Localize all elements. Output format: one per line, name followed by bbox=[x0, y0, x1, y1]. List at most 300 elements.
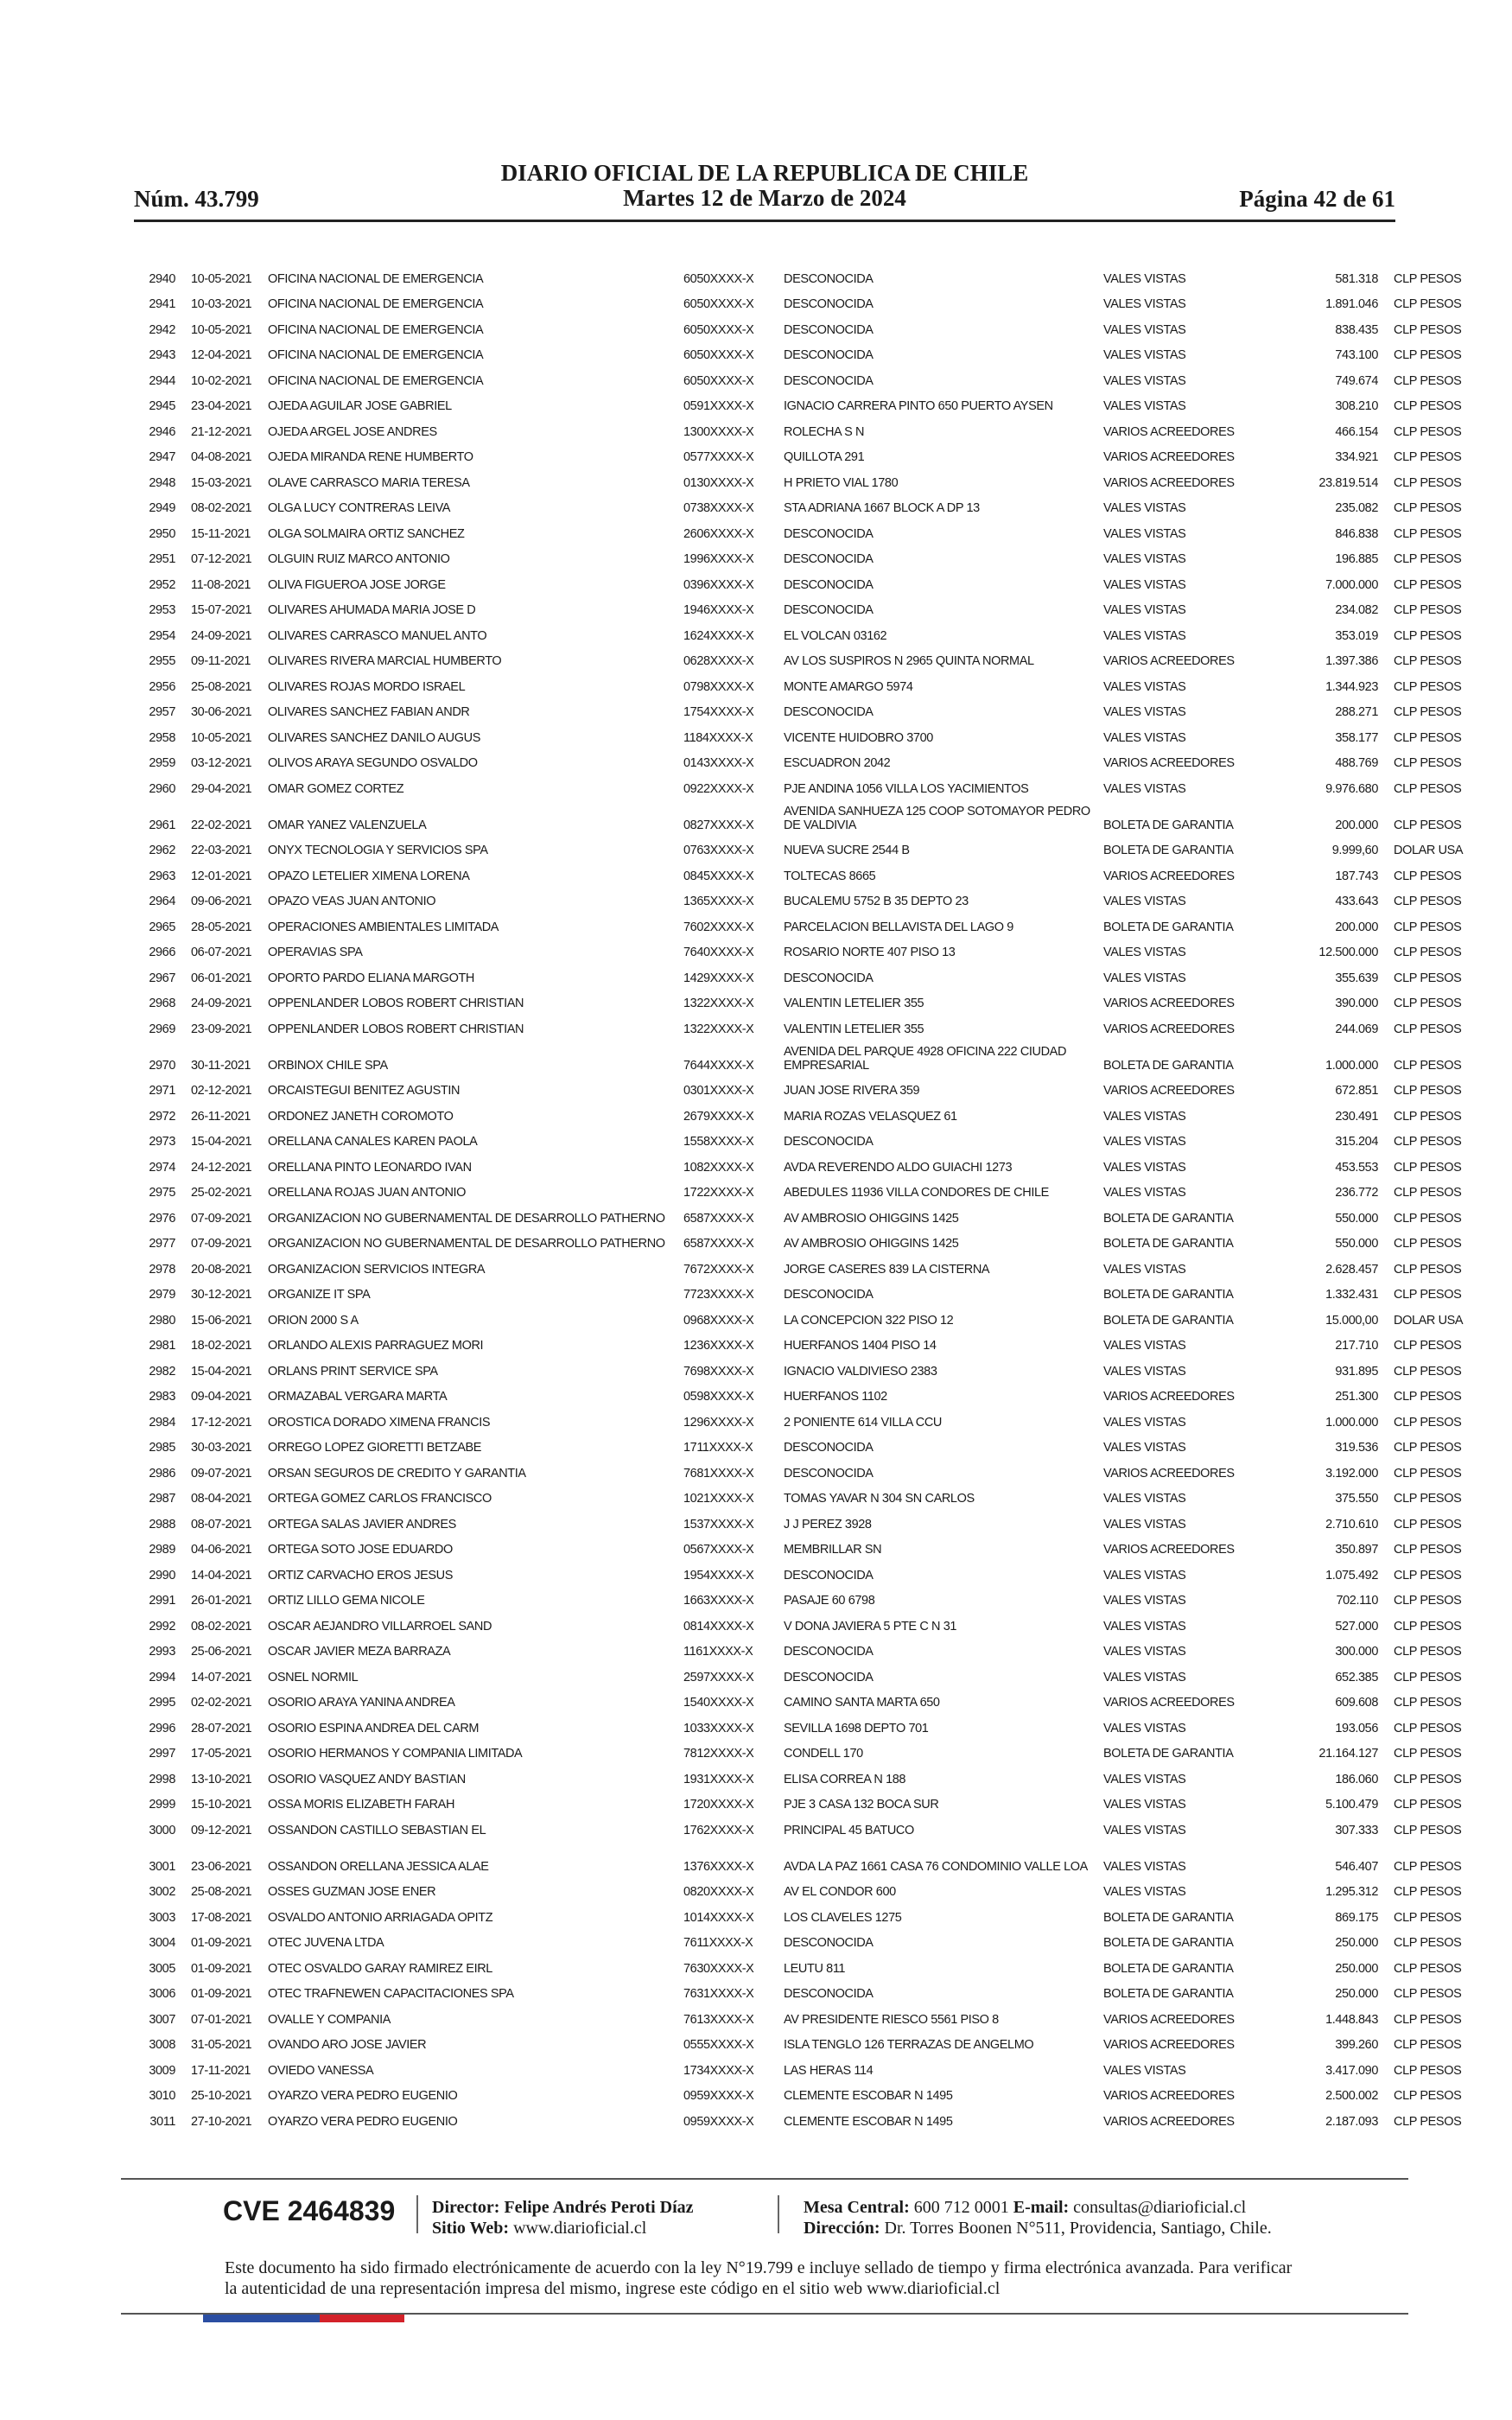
table-row bbox=[134, 1930, 1462, 1956]
record-currency: CLP PESOS bbox=[1394, 1594, 1462, 1608]
record-address: AV EL CONDOR 600 bbox=[784, 1885, 896, 1899]
record-address: ELISA CORREA N 188 bbox=[784, 1772, 906, 1786]
record-number: 2949 bbox=[149, 501, 175, 515]
record-currency: CLP PESOS bbox=[1394, 1058, 1462, 1073]
record-rut: 0959XXXX-X bbox=[683, 2089, 754, 2103]
record-address: JORGE CASERES 839 LA CISTERNA bbox=[784, 1262, 990, 1277]
record-rut: 1762XXXX-X bbox=[683, 1823, 754, 1837]
record-number: 2991 bbox=[149, 1594, 175, 1608]
record-type: BOLETA DE GARANTIA bbox=[1103, 1987, 1234, 2001]
record-amount: 1.075.492 bbox=[1325, 1568, 1378, 1583]
record-address: V DONA JAVIERA 5 PTE C N 31 bbox=[784, 1619, 957, 1634]
record-name: OMAR YANEZ VALENZUELA bbox=[268, 818, 427, 832]
table-row bbox=[134, 1741, 1462, 1767]
record-number: 2988 bbox=[149, 1517, 175, 1532]
record-amount: 609.608 bbox=[1335, 1696, 1378, 1710]
record-number: 3009 bbox=[149, 2063, 175, 2078]
record-type: VALES VISTAS bbox=[1103, 1798, 1186, 1812]
table-row bbox=[134, 1664, 1462, 1690]
director-label: Director: bbox=[432, 2198, 500, 2217]
record-name: OSORIO HERMANOS Y COMPANIA LIMITADA bbox=[268, 1747, 523, 1761]
record-currency: CLP PESOS bbox=[1394, 1859, 1462, 1874]
table-row bbox=[134, 1041, 1462, 1078]
record-type: VALES VISTAS bbox=[1103, 1517, 1186, 1532]
record-name: OLIVOS ARAYA SEGUNDO OSVALDO bbox=[268, 756, 478, 770]
record-rut: 1376XXXX-X bbox=[683, 1859, 754, 1874]
record-amount: 250.000 bbox=[1335, 1961, 1378, 1976]
record-address: ABEDULES 11936 VILLA CONDORES DE CHILE bbox=[784, 1186, 1049, 1200]
record-type: VARIOS ACREEDORES bbox=[1103, 997, 1235, 1010]
record-type: BOLETA DE GARANTIA bbox=[1103, 1910, 1234, 1925]
record-number: 3003 bbox=[149, 1910, 175, 1925]
record-number: 2985 bbox=[149, 1441, 175, 1455]
table-row bbox=[134, 571, 1462, 597]
record-type: VARIOS ACREEDORES bbox=[1103, 424, 1235, 439]
record-currency: CLP PESOS bbox=[1394, 1237, 1462, 1251]
record-address: DESCONOCIDA bbox=[784, 1568, 874, 1583]
record-date: 01-09-2021 bbox=[191, 1936, 252, 1950]
record-rut: 7644XXXX-X bbox=[683, 1058, 754, 1073]
record-amount: 236.772 bbox=[1335, 1186, 1378, 1200]
table-row bbox=[134, 1792, 1462, 1818]
record-rut: 6050XXXX-X bbox=[683, 348, 754, 362]
record-date: 24-12-2021 bbox=[191, 1160, 252, 1175]
record-rut: 7812XXXX-X bbox=[683, 1747, 754, 1761]
record-address: MONTE AMARGO 5974 bbox=[784, 679, 913, 694]
record-name: OSSA MORIS ELIZABETH FARAH bbox=[268, 1798, 455, 1812]
record-type: VALES VISTAS bbox=[1103, 895, 1186, 908]
web-link[interactable]: www.diarioficial.cl bbox=[513, 2219, 647, 2238]
record-type: VALES VISTAS bbox=[1103, 552, 1186, 566]
record-amount: 399.260 bbox=[1335, 2038, 1378, 2052]
record-date: 10-05-2021 bbox=[191, 271, 252, 286]
record-amount: 846.838 bbox=[1335, 526, 1378, 541]
record-rut: 6050XXXX-X bbox=[683, 297, 754, 311]
record-name: OPERACIONES AMBIENTALES LIMITADA bbox=[268, 920, 499, 934]
record-date: 17-05-2021 bbox=[191, 1747, 252, 1761]
record-address: AV LOS SUSPIROS N 2965 QUINTA NORMAL bbox=[784, 654, 1034, 668]
record-amount: 3.192.000 bbox=[1325, 1466, 1378, 1481]
record-name: OYARZO VERA PEDRO EUGENIO bbox=[268, 2114, 458, 2129]
record-number: 2999 bbox=[149, 1798, 175, 1812]
record-currency: CLP PESOS bbox=[1394, 2114, 1462, 2129]
record-address: DESCONOCIDA bbox=[784, 1441, 874, 1455]
record-date: 09-12-2021 bbox=[191, 1823, 252, 1837]
record-type: VALES VISTAS bbox=[1103, 1441, 1186, 1455]
record-currency: CLP PESOS bbox=[1394, 869, 1462, 883]
record-amount: 300.000 bbox=[1335, 1645, 1378, 1659]
record-rut: 1161XXXX-X bbox=[683, 1645, 753, 1659]
record-number: 2951 bbox=[149, 552, 175, 566]
record-rut: 1624XXXX-X bbox=[683, 628, 754, 643]
record-date: 06-01-2021 bbox=[191, 971, 252, 985]
record-number: 2987 bbox=[149, 1492, 175, 1506]
record-currency: CLP PESOS bbox=[1394, 1466, 1462, 1481]
record-type: VALES VISTAS bbox=[1103, 1885, 1186, 1899]
record-currency: CLP PESOS bbox=[1394, 2038, 1462, 2052]
record-currency: CLP PESOS bbox=[1394, 1160, 1462, 1175]
record-amount: 2.710.610 bbox=[1325, 1517, 1378, 1532]
record-type: VALES VISTAS bbox=[1103, 628, 1186, 643]
record-name: ORTEGA SOTO JOSE EDUARDO bbox=[268, 1543, 453, 1557]
record-date: 15-10-2021 bbox=[191, 1798, 252, 1812]
record-name: ORTEGA SALAS JAVIER ANDRES bbox=[268, 1517, 456, 1532]
record-number: 2981 bbox=[149, 1339, 175, 1353]
record-date: 14-07-2021 bbox=[191, 1670, 252, 1684]
record-name: OLIVA FIGUEROA JOSE JORGE bbox=[268, 577, 446, 592]
table-row bbox=[134, 775, 1462, 801]
record-number: 2962 bbox=[149, 844, 175, 857]
record-type: VALES VISTAS bbox=[1103, 1339, 1186, 1353]
record-amount: 288.271 bbox=[1335, 705, 1378, 719]
table-row bbox=[134, 1205, 1462, 1231]
record-type: VALES VISTAS bbox=[1103, 297, 1186, 311]
record-type: VALES VISTAS bbox=[1103, 1364, 1186, 1379]
record-number: 2963 bbox=[149, 869, 175, 883]
record-type: VALES VISTAS bbox=[1103, 705, 1186, 719]
record-date: 18-02-2021 bbox=[191, 1339, 252, 1353]
record-address: DESCONOCIDA bbox=[784, 348, 874, 362]
record-number: 2986 bbox=[149, 1466, 175, 1481]
record-name: ORBINOX CHILE SPA bbox=[268, 1058, 388, 1073]
record-currency: CLP PESOS bbox=[1394, 705, 1462, 719]
record-type: VALES VISTAS bbox=[1103, 399, 1186, 413]
record-currency: CLP PESOS bbox=[1394, 603, 1462, 617]
record-date: 23-09-2021 bbox=[191, 1022, 252, 1036]
record-currency: CLP PESOS bbox=[1394, 1772, 1462, 1786]
record-rut: 1429XXXX-X bbox=[683, 971, 754, 985]
record-currency: CLP PESOS bbox=[1394, 1262, 1462, 1277]
record-type: VALES VISTAS bbox=[1103, 1135, 1186, 1149]
record-number: 2940 bbox=[149, 271, 175, 286]
record-amount: 15.000,00 bbox=[1325, 1313, 1378, 1328]
record-rut: 1300XXXX-X bbox=[683, 424, 754, 439]
record-amount: 2.628.457 bbox=[1325, 1262, 1378, 1277]
record-rut: 0628XXXX-X bbox=[683, 654, 754, 668]
record-date: 28-07-2021 bbox=[191, 1721, 252, 1735]
record-type: BOLETA DE GARANTIA bbox=[1103, 1288, 1234, 1302]
record-number: 2969 bbox=[149, 1022, 175, 1036]
record-number: 2948 bbox=[149, 475, 175, 490]
record-currency: CLP PESOS bbox=[1394, 1721, 1462, 1735]
record-type: VARIOS ACREEDORES bbox=[1103, 1543, 1235, 1557]
record-date: 30-12-2021 bbox=[191, 1288, 252, 1302]
record-currency: CLP PESOS bbox=[1394, 1568, 1462, 1583]
footer-separator bbox=[778, 2195, 779, 2233]
record-date: 09-04-2021 bbox=[191, 1390, 252, 1404]
record-type: VARIOS ACREEDORES bbox=[1103, 475, 1235, 490]
record-type: VALES VISTAS bbox=[1103, 526, 1186, 541]
record-type: VARIOS ACREEDORES bbox=[1103, 1390, 1235, 1404]
record-number: 2942 bbox=[149, 322, 175, 337]
table-row bbox=[134, 1562, 1462, 1588]
record-currency: CLP PESOS bbox=[1394, 1441, 1462, 1455]
record-number: 2989 bbox=[149, 1543, 175, 1557]
record-amount: 743.100 bbox=[1335, 348, 1378, 362]
table-row bbox=[134, 1435, 1462, 1461]
record-amount: 546.407 bbox=[1335, 1859, 1378, 1874]
record-rut: 1711XXXX-X bbox=[683, 1441, 753, 1455]
record-address: PARCELACION BELLAVISTA DEL LAGO 9 bbox=[784, 920, 1013, 934]
record-currency: CLP PESOS bbox=[1394, 373, 1462, 388]
record-type: VALES VISTAS bbox=[1103, 946, 1186, 959]
record-type: VARIOS ACREEDORES bbox=[1103, 1022, 1235, 1036]
record-number: 2973 bbox=[149, 1135, 175, 1149]
record-number: 2992 bbox=[149, 1619, 175, 1634]
record-rut: 1720XXXX-X bbox=[683, 1798, 754, 1812]
record-address: DESCONOCIDA bbox=[784, 971, 874, 985]
publication-title: DIARIO OFICIAL DE LA REPUBLICA DE CHILE bbox=[500, 160, 1029, 186]
record-rut: 7630XXXX-X bbox=[683, 1961, 754, 1976]
table-row bbox=[134, 1843, 1462, 1879]
record-rut: 1540XXXX-X bbox=[683, 1696, 754, 1710]
table-row bbox=[134, 2083, 1462, 2109]
record-name: OSNEL NORMIL bbox=[268, 1670, 359, 1684]
record-date: 28-05-2021 bbox=[191, 920, 252, 934]
record-date: 15-11-2021 bbox=[191, 526, 251, 541]
record-amount: 196.885 bbox=[1335, 552, 1378, 566]
record-address: CLEMENTE ESCOBAR N 1495 bbox=[784, 2114, 953, 2129]
record-amount: 749.674 bbox=[1335, 373, 1378, 388]
record-currency: CLP PESOS bbox=[1394, 2012, 1462, 2027]
record-date: 25-08-2021 bbox=[191, 679, 252, 694]
record-type: VALES VISTAS bbox=[1103, 1645, 1186, 1659]
record-currency: CLP PESOS bbox=[1394, 1543, 1462, 1557]
record-type: VALES VISTAS bbox=[1103, 348, 1186, 362]
record-name: ORGANIZACION NO GUBERNAMENTAL DE DESARROLLO PATHERNO bbox=[268, 1211, 665, 1226]
director-block bbox=[432, 2197, 694, 2238]
table-row bbox=[134, 1511, 1462, 1537]
record-type: VALES VISTAS bbox=[1103, 322, 1186, 337]
record-rut: 1663XXXX-X bbox=[683, 1594, 754, 1608]
record-name: OFICINA NACIONAL DE EMERGENCIA bbox=[268, 348, 484, 362]
record-name: OSSES GUZMAN JOSE ENER bbox=[268, 1885, 436, 1899]
record-name: ORMAZABAL VERGARA MARTA bbox=[268, 1390, 448, 1404]
record-amount: 1.000.000 bbox=[1325, 1058, 1378, 1073]
record-type: VALES VISTAS bbox=[1103, 1160, 1186, 1175]
record-type: BOLETA DE GARANTIA bbox=[1103, 920, 1234, 934]
record-date: 17-12-2021 bbox=[191, 1415, 252, 1430]
flag-stripe-blue bbox=[203, 2315, 320, 2322]
record-currency: CLP PESOS bbox=[1394, 1084, 1462, 1098]
record-address: LA CONCEPCION 322 PISO 12 bbox=[784, 1313, 954, 1328]
record-name: OJEDA MIRANDA RENE HUMBERTO bbox=[268, 450, 473, 464]
record-name: OLIVARES SANCHEZ DANILO AUGUS bbox=[268, 730, 480, 745]
record-name: ORCAISTEGUI BENITEZ AGUSTIN bbox=[268, 1084, 461, 1098]
record-address: AVDA LA PAZ 1661 CASA 76 CONDOMINIO VALLE LOA bbox=[784, 1859, 1088, 1874]
record-type: VALES VISTAS bbox=[1103, 679, 1186, 694]
record-rut: 1236XXXX-X bbox=[683, 1339, 754, 1353]
record-rut: 1537XXXX-X bbox=[683, 1517, 754, 1532]
record-currency: CLP PESOS bbox=[1394, 971, 1462, 985]
record-rut: 6587XXXX-X bbox=[683, 1211, 754, 1226]
record-name: OFICINA NACIONAL DE EMERGENCIA bbox=[268, 322, 484, 337]
record-amount: 488.769 bbox=[1335, 756, 1378, 770]
record-number: 2968 bbox=[149, 997, 175, 1010]
record-type: VARIOS ACREEDORES bbox=[1103, 1466, 1235, 1481]
record-number: 2980 bbox=[149, 1313, 175, 1328]
record-date: 10-05-2021 bbox=[191, 730, 252, 745]
record-type: VALES VISTAS bbox=[1103, 1492, 1186, 1506]
record-currency: CLP PESOS bbox=[1394, 526, 1462, 541]
record-name: ORSAN SEGUROS DE CREDITO Y GARANTIA bbox=[268, 1466, 526, 1481]
record-date: 07-09-2021 bbox=[191, 1237, 252, 1251]
record-rut: 0598XXXX-X bbox=[683, 1390, 754, 1404]
record-name: OJEDA AGUILAR JOSE GABRIEL bbox=[268, 399, 452, 413]
table-row bbox=[134, 342, 1462, 368]
record-name: OLIVARES RIVERA MARCIAL HUMBERTO bbox=[268, 654, 502, 668]
record-rut: 2597XXXX-X bbox=[683, 1670, 754, 1684]
record-amount: 1.000.000 bbox=[1325, 1415, 1378, 1430]
record-name: ORTEGA GOMEZ CARLOS FRANCISCO bbox=[268, 1492, 492, 1506]
record-currency: CLP PESOS bbox=[1394, 297, 1462, 311]
record-currency: CLP PESOS bbox=[1394, 348, 1462, 362]
header-divider bbox=[134, 220, 1395, 222]
page-header bbox=[134, 154, 1395, 216]
address-label: Dirección: bbox=[804, 2219, 880, 2238]
record-rut: 0577XXXX-X bbox=[683, 450, 754, 464]
record-date: 23-06-2021 bbox=[191, 1859, 252, 1874]
record-amount: 453.553 bbox=[1335, 1160, 1378, 1175]
table-row bbox=[134, 1358, 1462, 1384]
record-date: 31-05-2021 bbox=[191, 2038, 252, 2052]
record-address: BUCALEMU 5752 B 35 DEPTO 23 bbox=[784, 895, 969, 908]
table-row bbox=[134, 1639, 1462, 1665]
record-number: 2958 bbox=[149, 730, 175, 745]
record-name: OYARZO VERA PEDRO EUGENIO bbox=[268, 2089, 458, 2103]
record-currency: CLP PESOS bbox=[1394, 1022, 1462, 1036]
table-row bbox=[134, 939, 1462, 965]
record-type: BOLETA DE GARANTIA bbox=[1103, 1747, 1234, 1761]
record-amount: 315.204 bbox=[1335, 1135, 1378, 1149]
record-amount: 931.895 bbox=[1335, 1364, 1378, 1379]
record-amount: 1.332.431 bbox=[1325, 1288, 1378, 1302]
record-address: DESCONOCIDA bbox=[784, 373, 874, 388]
record-amount: 1.397.386 bbox=[1325, 654, 1378, 668]
record-date: 02-12-2021 bbox=[191, 1084, 252, 1098]
record-address: TOMAS YAVAR N 304 SN CARLOS bbox=[784, 1492, 975, 1506]
table-row bbox=[134, 1460, 1462, 1486]
record-address: DESCONOCIDA bbox=[784, 705, 874, 719]
record-date: 27-10-2021 bbox=[191, 2114, 252, 2129]
record-address: ROLECHA S N bbox=[784, 424, 865, 439]
table-row bbox=[134, 1766, 1462, 1792]
record-address: J J PEREZ 3928 bbox=[784, 1517, 872, 1532]
record-currency: CLP PESOS bbox=[1394, 424, 1462, 439]
record-currency: CLP PESOS bbox=[1394, 1415, 1462, 1430]
footer-separator bbox=[416, 2195, 418, 2233]
record-number: 3005 bbox=[149, 1961, 175, 1976]
record-date: 23-04-2021 bbox=[191, 399, 252, 413]
record-date: 04-06-2021 bbox=[191, 1543, 252, 1557]
table-row bbox=[134, 1690, 1462, 1716]
record-number: 2961 bbox=[149, 818, 175, 832]
record-address: AV AMBROSIO OHIGGINS 1425 bbox=[784, 1237, 959, 1251]
record-rut: 0763XXXX-X bbox=[683, 844, 754, 857]
record-address: IGNACIO VALDIVIESO 2383 bbox=[784, 1364, 937, 1379]
record-currency: CLP PESOS bbox=[1394, 1645, 1462, 1659]
address-value: Dr. Torres Boonen N°511, Providencia, Santiago, Chile. bbox=[884, 2219, 1272, 2238]
record-number: 2953 bbox=[149, 603, 175, 617]
record-currency: CLP PESOS bbox=[1394, 1364, 1462, 1379]
record-type: VALES VISTAS bbox=[1103, 577, 1186, 592]
table-row bbox=[134, 1282, 1462, 1308]
record-date: 12-04-2021 bbox=[191, 348, 252, 362]
table-row bbox=[134, 546, 1462, 572]
record-type: BOLETA DE GARANTIA bbox=[1103, 818, 1234, 832]
record-name: ORGANIZACION SERVICIOS INTEGRA bbox=[268, 1262, 486, 1277]
record-number: 2956 bbox=[149, 679, 175, 694]
table-row bbox=[134, 1613, 1462, 1639]
record-address: PJE ANDINA 1056 VILLA LOS YACIMIENTOS bbox=[784, 781, 1029, 796]
table-row bbox=[134, 965, 1462, 990]
record-type: VARIOS ACREEDORES bbox=[1103, 869, 1235, 883]
record-number: 2990 bbox=[149, 1568, 175, 1583]
record-currency: CLP PESOS bbox=[1394, 679, 1462, 694]
record-amount: 1.448.843 bbox=[1325, 2012, 1378, 2027]
record-name: OLGA LUCY CONTRERAS LEIVA bbox=[268, 501, 451, 515]
director-name: Felipe Andrés Peroti Díaz bbox=[504, 2198, 694, 2217]
record-number: 2944 bbox=[149, 373, 175, 388]
table-row bbox=[134, 2057, 1462, 2083]
table-row bbox=[134, 520, 1462, 546]
record-type: VARIOS ACREEDORES bbox=[1103, 1084, 1235, 1098]
record-date: 01-09-2021 bbox=[191, 1961, 252, 1976]
record-name: OPERAVIAS SPA bbox=[268, 946, 363, 959]
record-currency: CLP PESOS bbox=[1394, 756, 1462, 770]
email-link[interactable]: consultas@diarioficial.cl bbox=[1073, 2198, 1247, 2217]
record-rut: 0143XXXX-X bbox=[683, 756, 754, 770]
record-name: OTEC OSVALDO GARAY RAMIREZ EIRL bbox=[268, 1961, 492, 1976]
record-currency: CLP PESOS bbox=[1394, 920, 1462, 934]
record-number: 2965 bbox=[149, 920, 175, 934]
record-currency: CLP PESOS bbox=[1394, 1135, 1462, 1149]
record-rut: 0827XXXX-X bbox=[683, 818, 754, 832]
record-number: 2974 bbox=[149, 1160, 175, 1175]
record-address: AV PRESIDENTE RIESCO 5561 PISO 8 bbox=[784, 2012, 999, 2027]
record-number: 2966 bbox=[149, 946, 175, 959]
record-type: VALES VISTAS bbox=[1103, 781, 1186, 796]
record-currency: CLP PESOS bbox=[1394, 450, 1462, 464]
record-currency: CLP PESOS bbox=[1394, 2089, 1462, 2103]
record-address: DESCONOCIDA bbox=[784, 1645, 874, 1659]
record-number: 2998 bbox=[149, 1772, 175, 1786]
record-date: 09-11-2021 bbox=[191, 654, 251, 668]
record-address: 2 PONIENTE 614 VILLA CCU bbox=[784, 1415, 943, 1430]
record-rut: 0396XXXX-X bbox=[683, 577, 754, 592]
record-amount: 23.819.514 bbox=[1318, 475, 1378, 490]
record-address: AVENIDA DEL PARQUE 4928 OFICINA 222 CIUDAD EMPRESARIAL bbox=[784, 1044, 1067, 1073]
record-amount: 9.999,60 bbox=[1331, 844, 1378, 857]
table-row bbox=[134, 622, 1462, 648]
record-rut: 1184XXXX-X bbox=[683, 730, 753, 745]
web-label: Sitio Web: bbox=[432, 2219, 510, 2238]
record-type: VALES VISTAS bbox=[1103, 373, 1186, 388]
record-name: OSSANDON ORELLANA JESSICA ALAE bbox=[268, 1859, 489, 1874]
record-amount: 9.976.680 bbox=[1325, 781, 1378, 796]
record-name: OTEC TRAFNEWEN CAPACITACIONES SPA bbox=[268, 1987, 514, 2001]
record-amount: 200.000 bbox=[1335, 920, 1378, 934]
record-address: H PRIETO VIAL 1780 bbox=[784, 475, 899, 490]
record-currency: CLP PESOS bbox=[1394, 1798, 1462, 1812]
record-address: TOLTECAS 8665 bbox=[784, 869, 876, 883]
table-row bbox=[134, 990, 1462, 1016]
record-currency: CLP PESOS bbox=[1394, 1517, 1462, 1532]
record-type: VARIOS ACREEDORES bbox=[1103, 654, 1235, 668]
record-rut: 0922XXXX-X bbox=[683, 781, 754, 796]
record-number: 2967 bbox=[149, 971, 175, 985]
record-currency: CLP PESOS bbox=[1394, 1186, 1462, 1200]
